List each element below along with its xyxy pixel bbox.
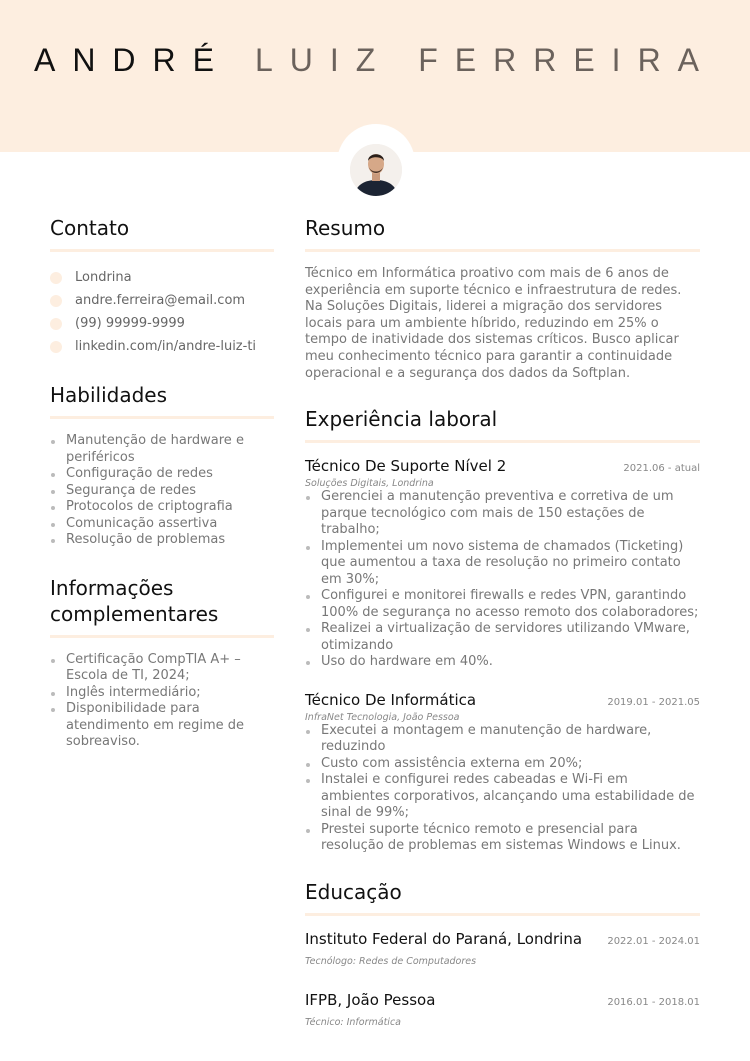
section-title: Informações complementares <box>50 575 219 626</box>
job-org: Soluções Digitais, Londrina <box>305 478 434 490</box>
profile-photo <box>350 144 402 196</box>
list-item: Executei a montagem e manutenção de hardware, reduzindo <box>305 723 700 756</box>
job-title: Técnico De Informática <box>305 690 477 709</box>
education-entry <box>305 991 700 1028</box>
job-entry <box>305 457 700 671</box>
list-item: Disponibilidade para atendimento em regime de sobreaviso. <box>50 701 274 751</box>
last-name: LUIZ FERREIRA <box>254 42 717 78</box>
divider <box>305 913 700 916</box>
contact-email[interactable]: andre.ferreira@email.com <box>50 289 274 312</box>
left-column <box>50 215 274 751</box>
job-entry <box>305 691 700 855</box>
section-title: Contato <box>50 216 130 240</box>
section-title: Habilidades <box>50 383 168 407</box>
divider <box>50 416 274 419</box>
degree: Técnico: Informática <box>305 1016 401 1028</box>
section-title: Resumo <box>305 216 386 240</box>
list-item: Instalei e configurei redes cabeadas e Wi-Fi em ambientes corporativos, alcançando uma estabilidade de sinal de 99%; <box>305 772 700 822</box>
list-item: Manutenção de hardware e periféricos <box>50 433 274 466</box>
job-org: InfraNet Tecnologia, João Pessoa <box>305 711 460 723</box>
list-item: Uso do hardware em 40%. <box>305 654 700 671</box>
list-item: Realizei a virtualização de servidores utilizando VMware, otimizando <box>305 621 700 654</box>
job-bullets <box>305 489 700 671</box>
location-icon <box>50 272 62 284</box>
job-bullets <box>305 723 700 855</box>
list-item: Protocolos de criptografia <box>50 499 274 516</box>
job-title: Técnico De Suporte Nível 2 <box>305 457 507 476</box>
education-entry <box>305 930 700 967</box>
list-item: Custo com assistência externa em 20%; <box>305 756 700 773</box>
skills-list <box>50 433 274 549</box>
contact-location: Londrina <box>50 266 274 289</box>
degree: Tecnólogo: Redes de Computadores <box>305 955 477 967</box>
list-item: Configurei e monitorei firewalls e redes VPN, garantindo 100% de segurança no acesso remoto dos colaboradores; <box>305 588 700 621</box>
list-item: Prestei suporte técnico remoto e presencial para resolução de problemas em sistemas Windows e Linux. <box>305 822 700 855</box>
extra-list <box>50 652 274 751</box>
first-name: ANDRÉ <box>33 42 231 78</box>
divider <box>305 249 700 252</box>
extra-info-section <box>50 575 274 751</box>
section-title: Experiência laboral <box>305 407 498 432</box>
contact-section <box>50 215 274 358</box>
summary-section <box>305 215 700 382</box>
experience-section <box>305 406 700 855</box>
right-column <box>305 215 700 1028</box>
list-item: Implementei um novo sistema de chamados (Ticketing) que aumentou a taxa de resolução no primeiro contato em 30%; <box>305 539 700 589</box>
linkedin-icon <box>50 341 62 353</box>
school-name: Instituto Federal do Paraná, Londrina <box>305 929 583 948</box>
list-item: Resolução de problemas <box>50 532 274 549</box>
email-icon <box>50 295 62 307</box>
skills-section <box>50 382 274 549</box>
school-name: IFPB, João Pessoa <box>305 990 436 1009</box>
list-item: Certificação CompTIA A+ – Escola de TI, 2024; <box>50 652 274 685</box>
list-item: Comunicação assertiva <box>50 516 274 533</box>
education-date: 2022.01 - 2024.01 <box>607 935 700 947</box>
contact-phone: (99) 99999-9999 <box>50 312 274 335</box>
education-section <box>305 879 700 1028</box>
list-item: Configuração de redes <box>50 466 274 483</box>
list-item: Segurança de redes <box>50 483 274 500</box>
divider <box>305 440 700 443</box>
summary-text: Técnico em Informática proativo com mais de 6 anos de experiência em suporte técnico e infraestrutura de redes. Na Soluções Digitais, liderei a migração dos servidores locais para um ambiente híbrido, reduzindo em 25% o tempo de inatividade dos sistemas críticos. Busco aplicar meu conhecimento técnico para garantir a continuidade operacional e a segurança dos dados da Softplan. <box>305 266 682 381</box>
job-date: 2021.06 - atual <box>623 463 700 475</box>
list-item: Gerenciei a manutenção preventiva e corretiva de um parque tecnológico com mais de 150 estações de trabalho; <box>305 489 700 539</box>
divider <box>50 249 274 252</box>
contact-linkedin[interactable]: linkedin.com/in/andre-luiz-ti <box>50 335 274 358</box>
education-date: 2016.01 - 2018.01 <box>607 996 700 1008</box>
list-item: Inglês intermediário; <box>50 685 274 702</box>
person-icon <box>350 144 402 196</box>
section-title: Educação <box>305 879 402 904</box>
phone-icon <box>50 318 62 330</box>
divider <box>50 635 274 638</box>
job-date: 2019.01 - 2021.05 <box>607 696 700 708</box>
candidate-name <box>0 42 750 79</box>
